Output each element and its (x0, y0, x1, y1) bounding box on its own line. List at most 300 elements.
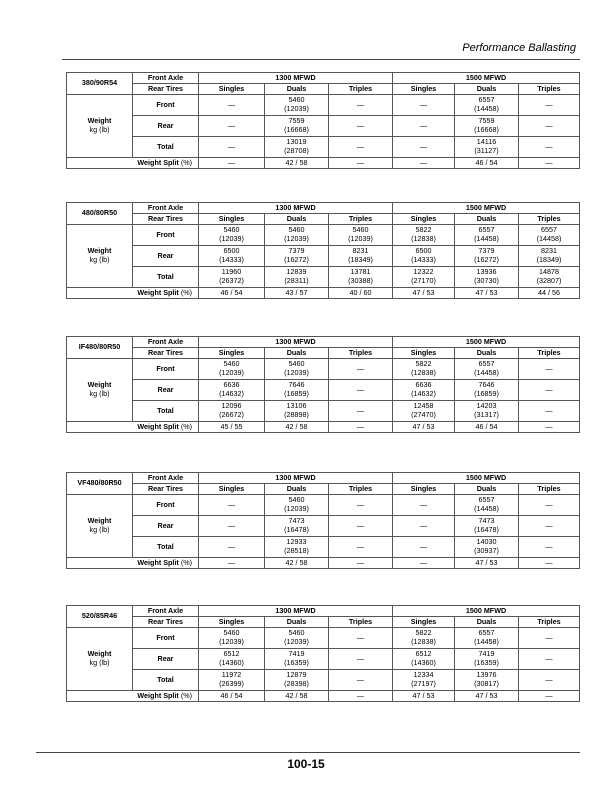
rear-row-label: Rear (133, 380, 199, 401)
value-kg: — (356, 632, 365, 642)
value-lb: (16478) (284, 525, 309, 534)
rear-weight-cell (199, 116, 265, 137)
mfwd-1300-header: 1300 MFWD (199, 473, 393, 484)
value-lb: (12838) (411, 234, 436, 243)
total-weight-cell (519, 267, 580, 288)
value-kg: 7646 (288, 380, 305, 390)
value-kg: 6500 (223, 246, 240, 256)
value-lb: (14333) (411, 255, 436, 264)
value-kg: 6557 (478, 359, 495, 369)
front-weight-cell (393, 359, 455, 380)
weight-split-title: Weight Split (137, 287, 179, 297)
value-lb: (16668) (284, 125, 309, 134)
tire-table (66, 336, 580, 433)
rear-weight-cell (455, 116, 519, 137)
value-lb: (14333) (219, 255, 244, 264)
front-weight-cell (199, 628, 265, 649)
col-singles: Singles (393, 484, 455, 495)
total-weight-cell (455, 137, 519, 158)
weight-title: Weight (87, 246, 112, 256)
value-lb: (26372) (219, 276, 244, 285)
value-kg: — (545, 520, 553, 530)
value-lb: (14458) (474, 637, 499, 646)
col-triples: Triples (329, 484, 393, 495)
weight-split-cell: — (329, 158, 393, 169)
value-lb: (28398) (284, 679, 309, 688)
rear-weight-cell (329, 116, 393, 137)
tire-table (66, 202, 580, 299)
front-axle-label: Front Axle (133, 203, 199, 214)
value-kg: 14203 (476, 401, 497, 411)
value-kg: 5460 (288, 495, 305, 505)
value-lb: (12039) (219, 234, 244, 243)
value-lb: (18349) (536, 255, 562, 264)
front-row-label: Front (133, 359, 199, 380)
value-kg: 5460 (288, 95, 305, 105)
value-kg: — (356, 499, 365, 509)
col-triples: Triples (519, 214, 580, 225)
value-kg: — (419, 541, 428, 551)
weight-split-cell: — (329, 422, 393, 433)
weight-split-cell: 46 / 54 (455, 422, 519, 433)
value-kg: — (227, 120, 236, 130)
weight-split-label (67, 691, 199, 702)
rear-weight-cell (393, 246, 455, 267)
value-lb: (16359) (284, 658, 309, 667)
weight-split-cell: 47 / 53 (455, 691, 519, 702)
col-singles: Singles (393, 617, 455, 628)
weight-split-cell: 47 / 53 (393, 288, 455, 299)
col-triples: Triples (519, 484, 580, 495)
rear-weight-cell (329, 649, 393, 670)
total-weight-cell (265, 537, 329, 558)
value-lb: (16859) (474, 389, 499, 398)
rear-row-label: Rear (133, 649, 199, 670)
tire-model: VF480/80R50 (67, 473, 133, 495)
value-kg: — (227, 141, 236, 151)
col-duals: Duals (265, 84, 329, 95)
rear-weight-cell (265, 380, 329, 401)
value-lb: (26672) (219, 410, 244, 419)
front-weight-cell (393, 628, 455, 649)
rear-weight-cell (455, 516, 519, 537)
weight-split-title: Weight Split (137, 421, 179, 431)
weight-split-title: Weight Split (137, 557, 179, 567)
value-kg: — (356, 141, 365, 151)
value-kg: 6500 (415, 246, 432, 256)
value-kg: 5822 (415, 225, 432, 235)
value-kg: — (227, 541, 236, 551)
total-weight-cell (393, 537, 455, 558)
tire-model: 520/85R46 (67, 606, 133, 628)
value-kg: — (545, 405, 553, 415)
weight-split-cell: — (519, 158, 580, 169)
value-kg: 5460 (352, 225, 369, 235)
value-kg: — (419, 520, 428, 530)
value-kg: — (545, 653, 553, 663)
weight-split-cell: 45 / 55 (199, 422, 265, 433)
col-duals: Duals (455, 348, 519, 359)
total-weight-cell (455, 267, 519, 288)
value-lb: (18349) (348, 255, 373, 264)
weight-split-cell: 46 / 54 (455, 158, 519, 169)
front-weight-cell (265, 495, 329, 516)
total-weight-cell (265, 401, 329, 422)
value-kg: 6557 (541, 225, 557, 235)
value-lb: (28518) (284, 546, 309, 555)
weight-split-cell: 42 / 58 (265, 158, 329, 169)
tire-model: 480/80R50 (67, 203, 133, 225)
value-kg: — (356, 405, 365, 415)
rear-tires-label: Rear Tires (133, 617, 199, 628)
value-lb: (30730) (474, 276, 499, 285)
value-lb: (16859) (284, 389, 309, 398)
value-kg: — (356, 363, 365, 373)
value-kg: 14878 (539, 267, 559, 277)
rear-weight-cell (519, 649, 580, 670)
front-weight-cell (455, 495, 519, 516)
rear-weight-cell (455, 246, 519, 267)
value-lb: (14360) (411, 658, 436, 667)
value-lb: (16272) (474, 255, 499, 264)
rear-weight-cell (265, 516, 329, 537)
weight-split-cell: — (393, 558, 455, 569)
value-lb: (30937) (474, 546, 499, 555)
weight-label (67, 628, 133, 691)
front-weight-cell (329, 359, 393, 380)
value-kg: 7473 (288, 516, 305, 526)
weight-split-unit: (%) (180, 287, 192, 297)
weight-title: Weight (87, 116, 112, 126)
col-singles: Singles (393, 84, 455, 95)
rear-weight-cell (393, 649, 455, 670)
total-weight-cell (199, 670, 265, 691)
tire-table (66, 72, 580, 169)
value-kg: — (545, 99, 553, 109)
front-weight-cell (455, 359, 519, 380)
col-triples: Triples (519, 348, 580, 359)
value-kg: — (545, 120, 553, 130)
value-kg: 6557 (478, 628, 495, 638)
mfwd-1500-header: 1500 MFWD (393, 73, 580, 84)
front-axle-label: Front Axle (133, 473, 199, 484)
front-weight-cell (265, 95, 329, 116)
front-weight-cell (519, 628, 580, 649)
total-weight-cell (393, 670, 455, 691)
value-kg: 12334 (413, 670, 434, 680)
rear-row-label: Rear (133, 116, 199, 137)
value-lb: (12039) (219, 368, 244, 377)
mfwd-1500-header: 1500 MFWD (393, 203, 580, 214)
rear-weight-cell (329, 516, 393, 537)
rear-weight-cell (393, 516, 455, 537)
value-kg: 6512 (415, 649, 432, 659)
col-singles: Singles (393, 214, 455, 225)
value-kg: — (356, 541, 365, 551)
value-lb: (14458) (474, 504, 499, 513)
value-kg: 5822 (415, 359, 432, 369)
col-duals: Duals (455, 214, 519, 225)
value-kg: 7379 (478, 246, 495, 256)
value-lb: (12039) (284, 637, 309, 646)
value-lb: (30388) (348, 276, 373, 285)
col-duals: Duals (265, 214, 329, 225)
front-weight-cell (329, 495, 393, 516)
weight-split-cell: 43 / 57 (265, 288, 329, 299)
total-weight-cell (265, 137, 329, 158)
front-weight-cell (265, 359, 329, 380)
value-kg: — (419, 120, 428, 130)
value-lb: (16272) (284, 255, 309, 264)
weight-label (67, 495, 133, 558)
front-weight-cell (329, 225, 393, 246)
front-weight-cell (393, 225, 455, 246)
weight-split-cell: — (329, 691, 393, 702)
value-kg: 12096 (221, 401, 242, 411)
col-triples: Triples (519, 84, 580, 95)
col-singles: Singles (393, 348, 455, 359)
rear-weight-cell (265, 246, 329, 267)
weight-split-cell: 44 / 56 (519, 288, 580, 299)
total-weight-cell (455, 537, 519, 558)
rear-tires-label: Rear Tires (133, 214, 199, 225)
mfwd-1300-header: 1300 MFWD (199, 203, 393, 214)
value-lb: (16478) (474, 525, 499, 534)
weight-title: Weight (87, 380, 112, 390)
total-weight-cell (199, 267, 265, 288)
value-lb: (12039) (284, 234, 309, 243)
value-kg: 11960 (221, 267, 242, 277)
value-lb: (12039) (219, 637, 244, 646)
col-triples: Triples (329, 348, 393, 359)
weight-split-cell: 40 / 60 (329, 288, 393, 299)
value-lb: (27470) (411, 410, 436, 419)
total-weight-cell (393, 267, 455, 288)
value-kg: 6557 (478, 495, 495, 505)
value-lb: (28898) (284, 410, 309, 419)
mfwd-1300-header: 1300 MFWD (199, 337, 393, 348)
weight-label (67, 95, 133, 158)
col-duals: Duals (455, 84, 519, 95)
front-row-label: Front (133, 225, 199, 246)
value-kg: — (356, 520, 365, 530)
value-lb: (27197) (411, 679, 436, 688)
weight-split-cell: 42 / 58 (265, 422, 329, 433)
value-kg: — (419, 499, 428, 509)
col-triples: Triples (329, 214, 393, 225)
value-lb: (12039) (284, 104, 309, 113)
weight-split-label (67, 422, 199, 433)
weight-split-cell: — (519, 558, 580, 569)
col-singles: Singles (199, 484, 265, 495)
rear-weight-cell (519, 516, 580, 537)
value-lb: (27170) (411, 276, 436, 285)
mfwd-1300-header: 1300 MFWD (199, 606, 393, 617)
front-row-label: Front (133, 95, 199, 116)
front-weight-cell (199, 95, 265, 116)
rear-weight-cell (455, 380, 519, 401)
tire-table (66, 472, 580, 569)
total-row-label: Total (133, 670, 199, 691)
value-kg: 5460 (288, 225, 305, 235)
rear-weight-cell (393, 380, 455, 401)
page-header-title: Performance Ballasting (462, 42, 576, 54)
value-lb: (26399) (219, 679, 244, 688)
value-kg: 5460 (288, 628, 305, 638)
value-lb: (28311) (284, 276, 309, 285)
total-row-label: Total (133, 401, 199, 422)
total-row-label: Total (133, 137, 199, 158)
weight-label (67, 359, 133, 422)
total-weight-cell (329, 537, 393, 558)
weight-split-cell: 47 / 53 (393, 691, 455, 702)
total-weight-cell (329, 401, 393, 422)
value-kg: 6512 (223, 649, 240, 659)
weight-split-unit: (%) (180, 557, 192, 567)
rear-weight-cell (329, 246, 393, 267)
value-kg: — (356, 99, 365, 109)
front-axle-label: Front Axle (133, 606, 199, 617)
weight-split-label (67, 288, 199, 299)
value-lb: (12039) (284, 504, 309, 513)
value-kg: 13781 (350, 267, 371, 277)
value-kg: 7646 (478, 380, 495, 390)
value-kg: — (227, 499, 236, 509)
value-lb: (31317) (474, 410, 499, 419)
value-lb: (31127) (474, 146, 499, 155)
value-lb: (12039) (348, 234, 373, 243)
value-lb: (30817) (474, 679, 499, 688)
weight-split-cell: — (199, 558, 265, 569)
rear-tires-label: Rear Tires (133, 84, 199, 95)
weight-split-cell: 47 / 53 (455, 288, 519, 299)
weight-split-cell: 46 / 54 (199, 288, 265, 299)
rear-weight-cell (199, 649, 265, 670)
weight-split-cell: 42 / 58 (265, 691, 329, 702)
value-kg: 13106 (286, 401, 307, 411)
value-kg: 13019 (286, 137, 307, 147)
value-kg: 14116 (476, 137, 497, 147)
value-kg: — (419, 99, 428, 109)
col-duals: Duals (265, 617, 329, 628)
front-weight-cell (329, 628, 393, 649)
total-weight-cell (329, 137, 393, 158)
value-kg: 5460 (223, 359, 240, 369)
value-kg: 6636 (223, 380, 240, 390)
value-kg: 7379 (288, 246, 305, 256)
total-weight-cell (199, 537, 265, 558)
value-lb: (16668) (474, 125, 499, 134)
mfwd-1300-header: 1300 MFWD (199, 73, 393, 84)
rear-weight-cell (199, 516, 265, 537)
value-kg: 12839 (286, 267, 307, 277)
total-weight-cell (265, 670, 329, 691)
weight-split-cell: — (519, 691, 580, 702)
weight-split-unit: (%) (180, 421, 192, 431)
value-kg: 7559 (288, 116, 305, 126)
value-kg: 7559 (478, 116, 495, 126)
value-kg: 5822 (415, 628, 432, 638)
weight-split-cell: — (519, 422, 580, 433)
weight-split-cell: 46 / 54 (199, 691, 265, 702)
value-kg: — (419, 141, 428, 151)
front-weight-cell (519, 359, 580, 380)
value-kg: 7419 (478, 649, 495, 659)
total-weight-cell (393, 401, 455, 422)
weight-split-title: Weight Split (137, 157, 179, 167)
value-kg: 6636 (415, 380, 432, 390)
value-kg: 13936 (476, 267, 497, 277)
front-weight-cell (199, 359, 265, 380)
total-weight-cell (455, 401, 519, 422)
value-kg: — (545, 541, 553, 551)
page-number: 100-15 (287, 757, 325, 771)
mfwd-1500-header: 1500 MFWD (393, 606, 580, 617)
rear-weight-cell (199, 380, 265, 401)
value-lb: (12039) (284, 368, 309, 377)
front-row-label: Front (133, 495, 199, 516)
col-singles: Singles (199, 214, 265, 225)
value-kg: — (545, 499, 553, 509)
value-kg: 7473 (478, 516, 495, 526)
header-rule (62, 59, 580, 60)
total-weight-cell (199, 401, 265, 422)
front-weight-cell (519, 225, 580, 246)
value-kg: — (227, 520, 236, 530)
col-triples: Triples (329, 617, 393, 628)
tire-table (66, 605, 580, 702)
weight-unit: kg (lb) (89, 389, 110, 398)
total-weight-cell (519, 670, 580, 691)
rear-tires-label: Rear Tires (133, 484, 199, 495)
front-weight-cell (455, 225, 519, 246)
value-kg: 12322 (413, 267, 434, 277)
value-lb: (12838) (411, 637, 436, 646)
weight-label (67, 225, 133, 288)
front-weight-cell (265, 225, 329, 246)
value-kg: 14030 (476, 537, 497, 547)
weight-split-cell: — (199, 158, 265, 169)
weight-split-title: Weight Split (137, 690, 179, 700)
rear-weight-cell (199, 246, 265, 267)
col-duals: Duals (455, 617, 519, 628)
value-kg: 8231 (541, 246, 557, 256)
col-duals: Duals (265, 348, 329, 359)
front-weight-cell (393, 495, 455, 516)
footer-rule (36, 752, 580, 753)
mfwd-1500-header: 1500 MFWD (393, 473, 580, 484)
total-weight-cell (519, 537, 580, 558)
front-weight-cell (393, 95, 455, 116)
total-weight-cell (455, 670, 519, 691)
front-weight-cell (265, 628, 329, 649)
tire-model: IF480/80R50 (67, 337, 133, 359)
total-weight-cell (265, 267, 329, 288)
col-singles: Singles (199, 84, 265, 95)
total-row-label: Total (133, 537, 199, 558)
value-lb: (14458) (474, 368, 499, 377)
front-axle-label: Front Axle (133, 73, 199, 84)
total-weight-cell (519, 137, 580, 158)
front-weight-cell (199, 225, 265, 246)
front-weight-cell (519, 495, 580, 516)
col-triples: Triples (329, 84, 393, 95)
value-kg: 5460 (223, 225, 240, 235)
value-lb: (14458) (474, 234, 499, 243)
front-axle-label: Front Axle (133, 337, 199, 348)
value-kg: 12933 (286, 537, 307, 547)
weight-split-cell: — (329, 558, 393, 569)
